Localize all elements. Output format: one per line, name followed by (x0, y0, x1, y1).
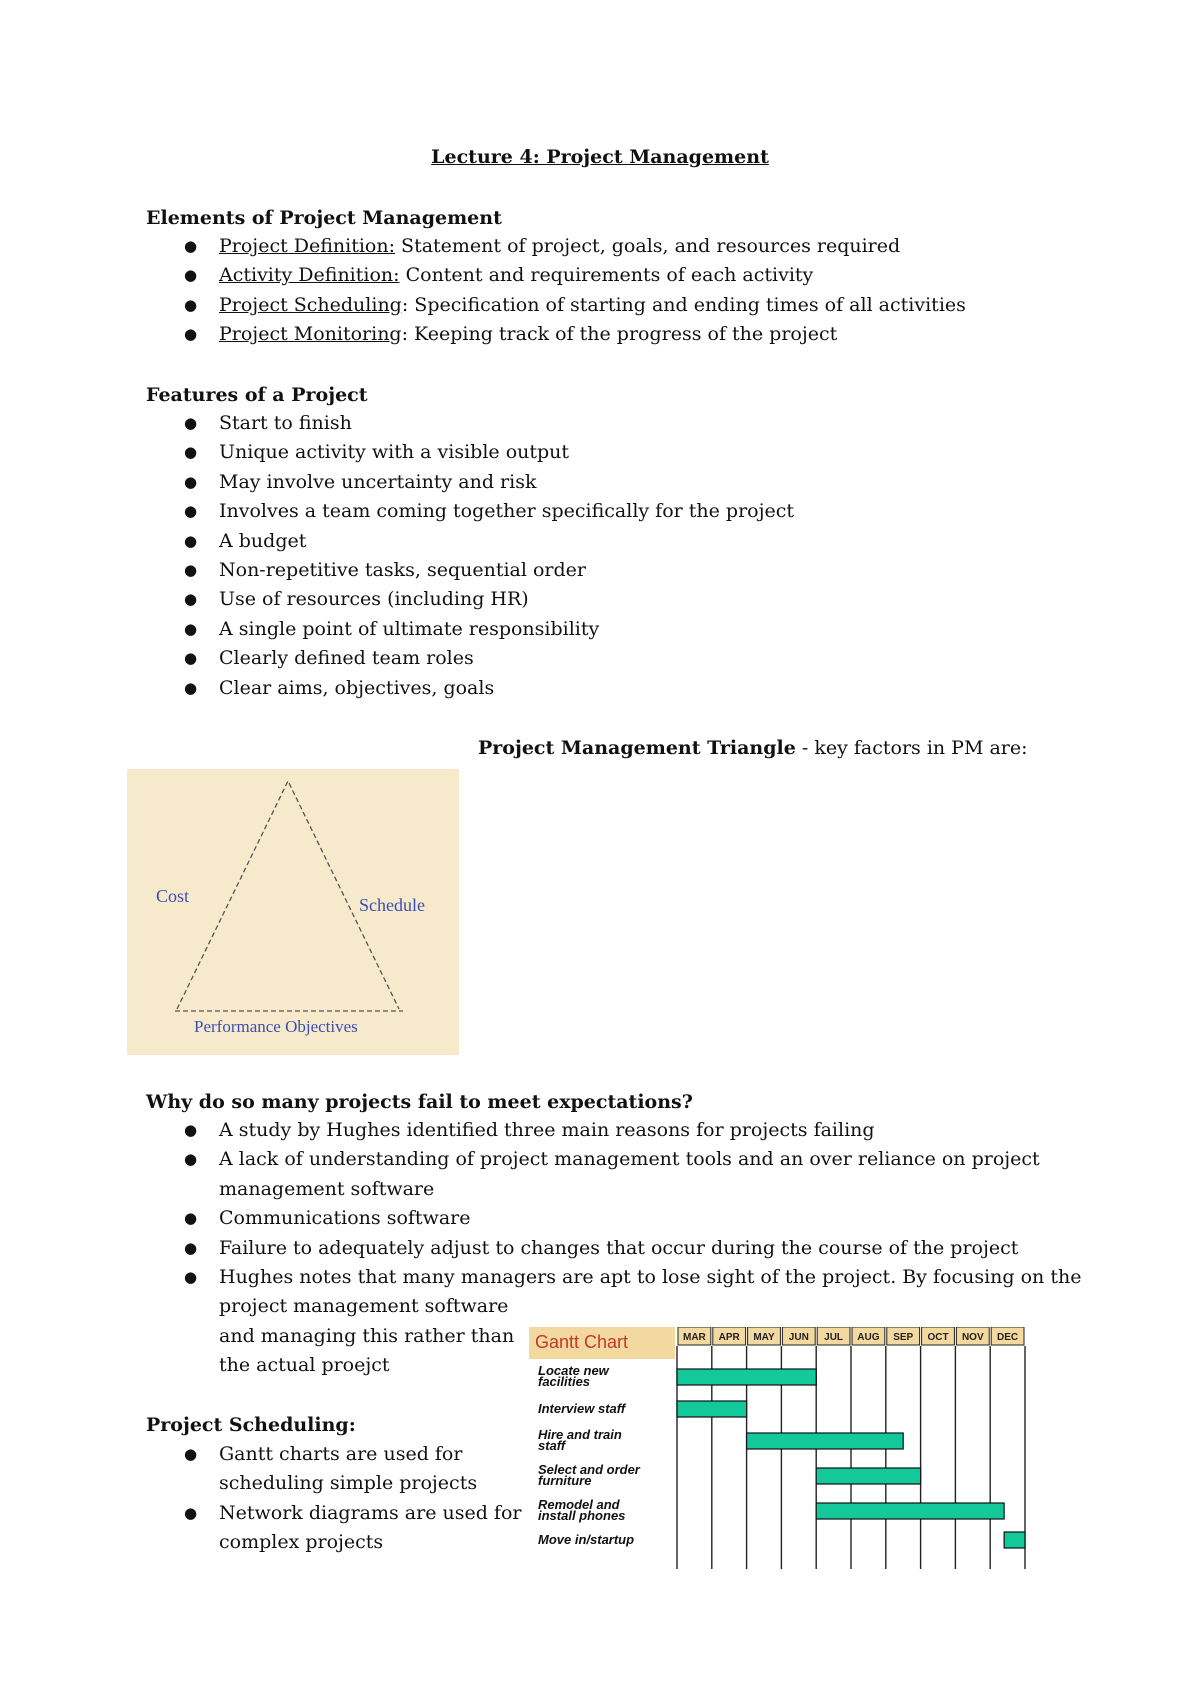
month-label: JUN (788, 1332, 809, 1343)
scheduling-list (146, 1440, 521, 1558)
month-label: NOV (961, 1332, 984, 1343)
line: and managing this rather than (219, 1324, 515, 1347)
task-label: Hire and train (538, 1427, 622, 1442)
list-item: ● Communications software (146, 1204, 1081, 1233)
page-title: Lecture 4: Project Management (431, 146, 769, 168)
list-item: ● Start to finish (146, 409, 794, 438)
list-item (146, 320, 966, 349)
task-label: facilities (538, 1374, 591, 1389)
triangle-caption-text: - key factors in PM are: (795, 737, 1028, 759)
month-label: APR (718, 1332, 740, 1343)
line: Gantt charts are used for (219, 1443, 463, 1465)
task-bar (816, 1468, 920, 1484)
performance-label: Performance Objectives (194, 1017, 358, 1036)
line: the actual proejct (219, 1354, 390, 1377)
list-item: ● Failure to adequately adjust to changes that occur during the course of the project (146, 1234, 1081, 1263)
item-desc: Statement of project, goals, and resources required (395, 235, 901, 257)
gantt-title: Gantt Chart (535, 1332, 629, 1352)
list-item: ● May involve uncertainty and risk (146, 468, 794, 497)
schedule-label: Schedule (359, 895, 425, 915)
month-label: MAR (683, 1332, 706, 1343)
list-item: ● A budget (146, 527, 794, 556)
gantt-chart (529, 1327, 1026, 1574)
list-item (146, 261, 966, 290)
month-label: SEP (893, 1332, 914, 1343)
task-label: Interview staff (538, 1401, 626, 1416)
item-desc: : Specification of starting and ending times of all activities (401, 293, 966, 316)
item-term: Project Definition: (219, 235, 396, 257)
gantt-svg (529, 1327, 1026, 1574)
list-item: ● Unique activity with a visible output (146, 438, 794, 467)
month-label: AUG (857, 1332, 880, 1343)
task-label: Select and order (538, 1462, 640, 1477)
line: scheduling simple projects (219, 1472, 478, 1495)
triangle-caption (478, 737, 1028, 759)
list-item: ● Use of resources (including HR) (146, 585, 794, 614)
list-item (146, 232, 966, 261)
task-bar (677, 1401, 747, 1417)
list-item: ● Clearly defined team roles (146, 644, 794, 673)
line: management software (219, 1177, 435, 1200)
line: Network diagrams are used for (219, 1501, 522, 1524)
failures-heading: Why do so many projects fail to meet expectations? (146, 1091, 693, 1113)
line: complex projects (219, 1531, 384, 1554)
line: A lack of understanding of project management tools and an over reliance on project (219, 1148, 1040, 1171)
month-label: OCT (927, 1332, 949, 1343)
task-bar (747, 1433, 904, 1449)
task-label: furniture (538, 1473, 592, 1488)
item-desc: : Keeping track of the progress of the project (401, 323, 838, 346)
task-label: Move in/startup (538, 1532, 635, 1547)
list-item: ● Involves a team coming together specifically for the project (146, 497, 794, 526)
elements-list (146, 232, 966, 350)
item-term: Activity Definition: (219, 264, 400, 287)
task-label: install phones (538, 1508, 626, 1523)
item-term: Project Monitoring (219, 323, 402, 346)
month-label: MAY (753, 1332, 775, 1343)
list-item: ● A study by Hughes identified three main reasons for projects failing (146, 1116, 1081, 1145)
item-term: Project Scheduling (219, 293, 402, 316)
month-label: JUL (824, 1332, 844, 1343)
list-item: ● A single point of ultimate responsibility (146, 615, 794, 644)
features-heading: Features of a Project (146, 384, 368, 406)
task-bar (816, 1503, 1004, 1519)
elements-heading: Elements of Project Management (146, 207, 502, 229)
task-label: staff (538, 1438, 566, 1453)
pm-triangle-svg (127, 769, 459, 1055)
task-label: Locate new (538, 1363, 609, 1378)
list-item: ● Clear aims, objectives, goals (146, 674, 794, 703)
line: Hughes notes that many managers are apt to lose sight of the project. By focusing on the (219, 1266, 1082, 1289)
list-item: ● Non-repetitive tasks, sequential order (146, 556, 794, 585)
month-label: DEC (997, 1332, 1019, 1343)
task-label: Remodel and (538, 1497, 620, 1512)
features-list (146, 409, 794, 703)
triangle-caption-title: Project Management Triangle (478, 737, 796, 759)
cost-label: Cost (156, 886, 190, 906)
list-item (146, 1499, 521, 1558)
item-desc: Content and requirements of each activity (399, 264, 814, 287)
list-item (146, 1145, 1081, 1204)
pm-triangle-figure (127, 769, 459, 1055)
line: project management software (219, 1295, 509, 1318)
task-bar (1004, 1532, 1025, 1548)
list-item (146, 291, 966, 320)
scheduling-heading: Project Scheduling: (146, 1414, 356, 1436)
task-bar (677, 1369, 816, 1385)
list-item (146, 1440, 521, 1499)
